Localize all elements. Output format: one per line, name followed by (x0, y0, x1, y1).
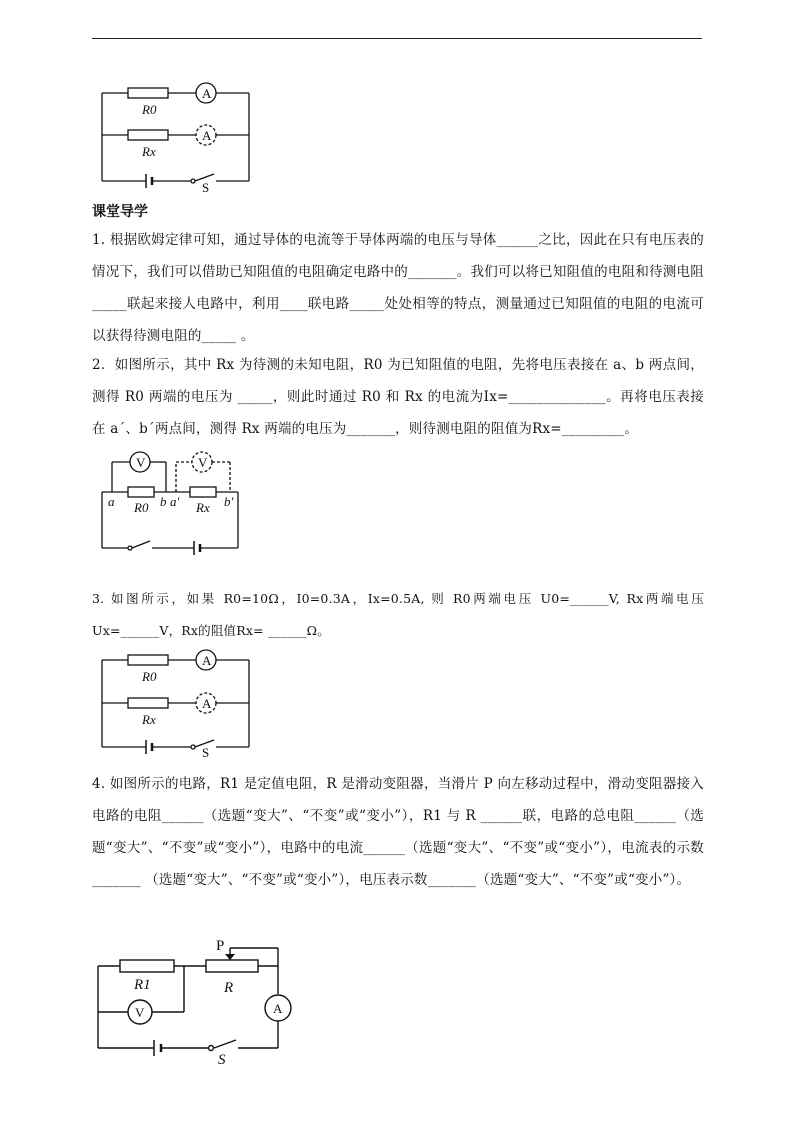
rheostat-r (206, 960, 258, 972)
svg-text:A: A (202, 128, 212, 143)
svg-text:b: b (160, 494, 167, 509)
circuit-figure-2 (98, 444, 248, 556)
svg-text:V: V (136, 455, 146, 470)
svg-text:a': a' (170, 494, 180, 509)
svg-text:R1: R1 (134, 977, 151, 993)
svg-text:V: V (198, 455, 208, 470)
resistor-r0 (128, 88, 168, 98)
svg-text:R0: R0 (142, 102, 157, 117)
circuit-figure-1 (96, 78, 266, 198)
svg-text:A: A (202, 696, 212, 711)
header-rule (92, 38, 702, 39)
svg-text:S: S (202, 180, 210, 195)
svg-text:S: S (218, 1052, 226, 1068)
section-title: 课堂导学 (92, 204, 148, 220)
resistor-rx (190, 487, 216, 497)
svg-text:A: A (273, 1001, 283, 1016)
svg-text:R0: R0 (142, 669, 157, 684)
switch-icon (132, 541, 150, 548)
resistor-r1 (120, 960, 174, 972)
svg-text:A: A (202, 86, 212, 101)
svg-text:b': b' (224, 494, 234, 509)
question-2: 2．如图所示，其中 Rx 为待测的未知电阻，R0 为已知阻值的电阻，先将电压表接在 a、b 两点间，测得 R0 两端的电压为 _____，则此时通过 R0 和 Rx 的电流为Ix=______________。再将电压表接在 a´、b´两点间，测得 Rx 两端的电压为_______，则待测电阻的阻值为Rx=_________。 (92, 357, 704, 437)
svg-text:R: R (224, 980, 234, 996)
svg-text:A: A (202, 653, 212, 668)
svg-text:S: S (202, 745, 210, 760)
svg-text:Rx: Rx (142, 712, 156, 727)
circuit-figure-3 (96, 645, 266, 760)
resistor-rx (128, 130, 168, 140)
question-3: 3. 如图所示，如果 R0=10Ω，I0=0.3A，Ix=0.5A, 则 R0两端电压 U0=______V, Rx两端电压 Ux=______V，Rx的阻值Rx= ______Ω。 (92, 591, 704, 638)
switch-icon (214, 1040, 236, 1048)
svg-text:Rx: Rx (142, 144, 156, 159)
question-1: 1. 根据欧姆定律可知，通过导体的电流等于导体两端的电压与导体______之比，因此在只有电压表的情况下，我们可以借助已知阻值的电阻确定电路中的_______。我们可以将已知阻值的电阻和待测电阻_____联起来接人电路中，利用____联电路_____处处相等的特点，测量通过已知阻值的电阻的电流可以获得待测电阻的_____ 。 (92, 232, 704, 344)
svg-text:R0: R0 (134, 500, 149, 515)
svg-text:Rx: Rx (196, 500, 210, 515)
svg-text:V: V (135, 1005, 145, 1020)
resistor-r0 (128, 655, 168, 665)
svg-text:a: a (108, 494, 115, 509)
svg-text:P: P (216, 938, 225, 954)
resistor-r0 (128, 487, 154, 497)
question-4: 4. 如图所示的电路，R1 是定值电阻，R 是滑动变阻器，当滑片 P 向左移动过程中，滑动变阻器接入电路的电阻______（选题“变大”、“不变”或“变小”），R1 与 R ______联，电路的总电阻______（选题“变大”、“不变”或“变小”），电路中的电流______（选题“变大”、“不变”或“变小”），电流表的示数_______ （选题“变大”、“不变”或“变小”），电压表示数_______（选题“变大”、“不变”或“变小”）。 (92, 776, 704, 888)
circuit-figure-4 (94, 936, 300, 1068)
resistor-rx (128, 698, 168, 708)
